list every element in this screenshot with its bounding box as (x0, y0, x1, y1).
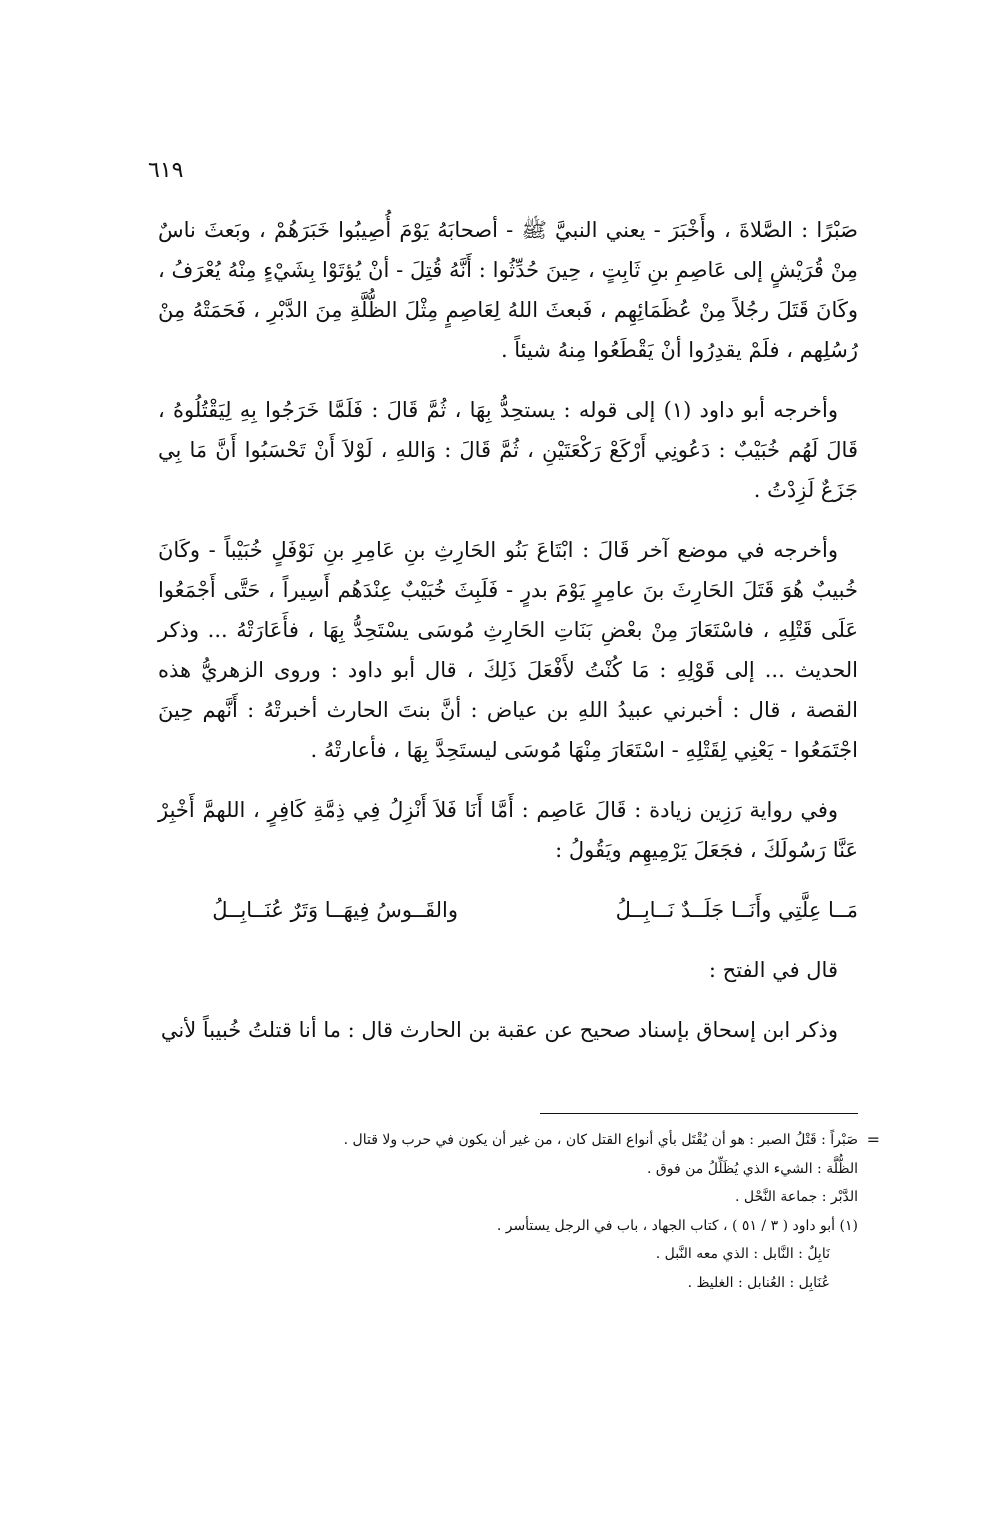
verse-first-hemistich: مَــا عِلَّتِي وأَنَــا جَلَــدٌ نَــابِــلُ (615, 898, 858, 922)
footnote-line: نَابِلٌ : النَّابل : الذي معه النَّبل . (655, 1246, 830, 1262)
paragraph-4: وفي رواية رَزِين زيادة : قَالَ عَاصِم : أَمَّا أَنَا فَلاَ أَنْزِلُ فِي ذِمَّةِ كَافِرٍ ، اللهمَّ أَخْبِرْ عَنَّا رَسُولَكَ ، فجَعَلَ يَرْمِيهِم ويَقُولُ : (158, 798, 858, 862)
footnotes (158, 1126, 880, 1297)
paragraph-fath-heading: قال في الفتح : (708, 958, 838, 982)
paragraph-2: وأخرجه أبو داود (١) إلى قوله : يستحِدُّ بِهَا ، ثُمَّ قَالَ : فَلَمَّا خَرَجُوا بِهِ لِيَقْتُلُوهُ ، قَالَ لَهُم خُبَيْبٌ : دَعُونِي أَرْكَعْ رَكْعَتَيْنِ ، ثُمَّ قَالَ : وَاللهِ ، لَوْلاَ أَنْ تَحْسَبُوا أَنَّ مَا بِي جَزَعٌ لَزِدْتُ . (158, 398, 858, 502)
footnote-line: الدَّبْر : جماعة النَّحْل . (735, 1189, 858, 1205)
footnote-line: عُنَابِل : العُنابل : الغليظ . (687, 1274, 830, 1291)
footnote-separator (540, 1113, 858, 1114)
page-number: ٦١٩ (148, 158, 184, 183)
body-text (158, 210, 858, 1070)
verse-second-hemistich: والقَــوسُ فِيهَــا وَتَرٌ عُنَــابِــلُ (212, 898, 458, 922)
footnote-line: الظُّلَّة : الشيء الذي يُظَلِّلُ من فوق . (646, 1160, 858, 1177)
paragraph-last-line: وذكر ابن إسحاق بإسناد صحيح عن عقبة بن الحارث قال : ما أنا قتلتُ خُبيباً لأني (160, 1018, 838, 1042)
poetry-verse (158, 890, 858, 930)
paragraph-1: صَبْرًا : الصَّلاةَ ، وأَخْبَرَ - يعني النبيَّ ﷺ - أصحابَهُ يَوْمَ أُصِيبُوا خَبَرَهُمْ ، وبَعثَ ناسٌ مِنْ قُرَيْشٍ إلى عَاصِمِ بنِ ثَابِتٍ ، حِينَ حُدِّثُوا : أَنَّهُ قُتِلَ - أنْ يُؤتَوْا بِشَيْءٍ مِنْهُ يُعْرَفُ ، وكَانَ قَتَلَ رجُلاً مِنْ عُظَمَائِهِم ، فَبعثَ اللهُ لِعَاصِمٍ مِثْلَ الظُّلَّةِ مِنَ الدَّبْرِ ، فَحَمَتْهُ مِنْ رُسُلِهم ، فلَمْ يقدِرُوا أنْ يَقْطَعُوا مِنهُ شيئاً . (158, 218, 858, 362)
footnote-line: (١) أبو داود ( ٣ / ٥١ ) ، كتاب الجهاد ، باب في الرجل يستأسر . (496, 1217, 858, 1234)
paragraph-3: وأخرجه في موضع آخر قَالَ : ابْتَاعَ بَنُو الحَارِثِ بنِ عَامِرِ بنِ نَوْفَلٍ خُبَيْباً - وكَانَ خُبيبٌ هُوَ قَتَلَ الحَارِثَ بنَ عامِرٍ يَوْمَ بدرٍ - فَلَبِثَ خُبَيْبٌ عِنْدَهُم أَسِيراً ، حَتَّى أَجْمَعُوا عَلَى قَتْلِهِ ، فاسْتَعَارَ مِنْ بعْضِ بَنَاتِ الحَارِثِ مُوسَى يسْتَحِدُّ بِهَا ، فأَعَارَتْهُ ... وذكر الحديث ... إلى قَوْلِهِ : مَا كُنْتُ لأَفْعَلَ ذَلِكَ ، قال أبو داود : وروى الزهريُّ هذه القصة ، قال : أخبرني عبيدُ اللهِ بن عياض : أنَّ بنتَ الحارث أخبرتْهُ : أَنَّهم حِينَ اجْتَمَعُوا - يَعْنِي لِقَتْلِهِ - اسْتَعَارَ مِنْهَا مُوسَى ليستَحِدَّ بِهَا ، فأعارتْهُ . (158, 538, 858, 762)
footnote-continuation-mark: = (866, 1130, 880, 1149)
footnote-line: صَبْراً : قَتْلُ الصبر : هو أن يُقْتَل بأي أنواع القتل كان ، من غير أن يكون في حرب ولا قتال . (343, 1132, 858, 1148)
